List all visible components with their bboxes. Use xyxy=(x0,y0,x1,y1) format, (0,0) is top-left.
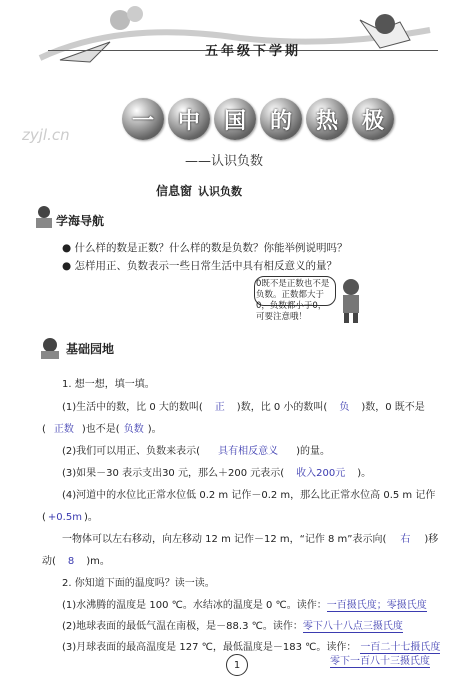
temp-item: (2)地球表面的最低气温在南极，是－88.3 ℃。读作：零下八十八点三摄氏度 xyxy=(62,621,403,632)
guide-bullet: ● 怎样用正、负数表示一些日常生活中具有相反意义的量？ xyxy=(62,260,337,272)
info-window-heading xyxy=(156,182,242,199)
answer: 收入200元 xyxy=(296,468,346,479)
answer: 负 xyxy=(339,402,350,413)
answer: 零下八十八点三摄氏度 xyxy=(302,621,403,632)
grade-label: 五年级下学期 xyxy=(205,44,302,59)
guide-heading: 学海导航 xyxy=(56,214,105,228)
question-2: 2. 你知道下面的温度吗？读一读。 xyxy=(62,578,215,589)
q1-item4-cont: ( +0.5m )。 xyxy=(42,512,98,523)
answer: 一百摄氏度；零摄氏度 xyxy=(326,600,427,611)
q1-item1-cont: ( 正数 )也不是( 负数 )。 xyxy=(42,424,162,435)
temp-item: (3)月球表面的最高温度是 127 ℃，最低温度是－183 ℃。读作： 一百二十七摄氏度 xyxy=(62,642,441,653)
answer: +0.5m xyxy=(47,512,82,523)
page-number: 1 xyxy=(226,654,248,676)
answer: 零下一百八十三摄氏度 xyxy=(330,656,430,667)
title-char: 国 xyxy=(214,98,256,140)
reading-child-icon xyxy=(32,204,56,230)
q1-item2: (2)我们可以用正、负数来表示( 具有相反意义 )的量。 xyxy=(62,446,330,457)
answer: 正数 xyxy=(53,424,74,435)
boy-icon xyxy=(338,278,364,324)
q1-item1: (1)生活中的数，比 0 大的数叫( 正 )数，比 0 小的数叫( 负 )数，0 既不是 xyxy=(62,402,425,413)
bubble-text: 0既不是正数也不是负数。正数都大于0，负数都小于0，可要注意哦！ xyxy=(256,279,330,322)
title-char: 极 xyxy=(352,98,394,140)
basics-icon xyxy=(38,336,62,360)
answer: 8 xyxy=(67,556,75,567)
q1-item5-cont: 动( 8 )m。 xyxy=(42,556,110,567)
title-char: 热 xyxy=(306,98,348,140)
temp-item: (1)水沸腾的温度是 100 ℃。水结冰的温度是 0 ℃。读作：一百摄氏度；零摄氏度 xyxy=(62,600,427,611)
q1-item5: 一物体可以左右移动，向左移动 12 m 记作－12 m，“记作 8 m”表示向( 右 )移 xyxy=(62,534,439,545)
q1-item3: (3)如果－30 表示支出30 元，那么＋200 元表示( 收入200元 )。 xyxy=(62,468,372,479)
watermark: zyjl.cn xyxy=(22,126,70,144)
title-char: 一 xyxy=(122,98,164,140)
guide-bullet: ● 什么样的数是正数？什么样的数是负数？你能举例说明吗？ xyxy=(62,242,348,254)
title-char: 的 xyxy=(260,98,302,140)
answer: 右 xyxy=(400,534,411,545)
answer: 负数 xyxy=(123,424,144,435)
answer: 正 xyxy=(214,402,225,413)
q1-item4: (4)河道中的水位比正常水位低 0.2 m 记作－0.2 m，那么比正常水位高 0.5 m 记作 xyxy=(62,490,436,501)
title-char: 中 xyxy=(168,98,210,140)
answer: 具有相反意义 xyxy=(218,446,279,457)
info-sub: 认识负数 xyxy=(198,185,243,198)
info-main: 信息窗 xyxy=(156,184,193,198)
basics-heading: 基础园地 xyxy=(66,342,115,356)
temp-item-answer2 xyxy=(330,652,430,667)
question-1: 1. 想一想，填一填。 xyxy=(62,379,155,390)
answer: 一百二十七摄氏度 xyxy=(360,642,441,653)
lesson-title xyxy=(122,98,398,140)
subtitle: ——认识负数 xyxy=(185,154,264,169)
